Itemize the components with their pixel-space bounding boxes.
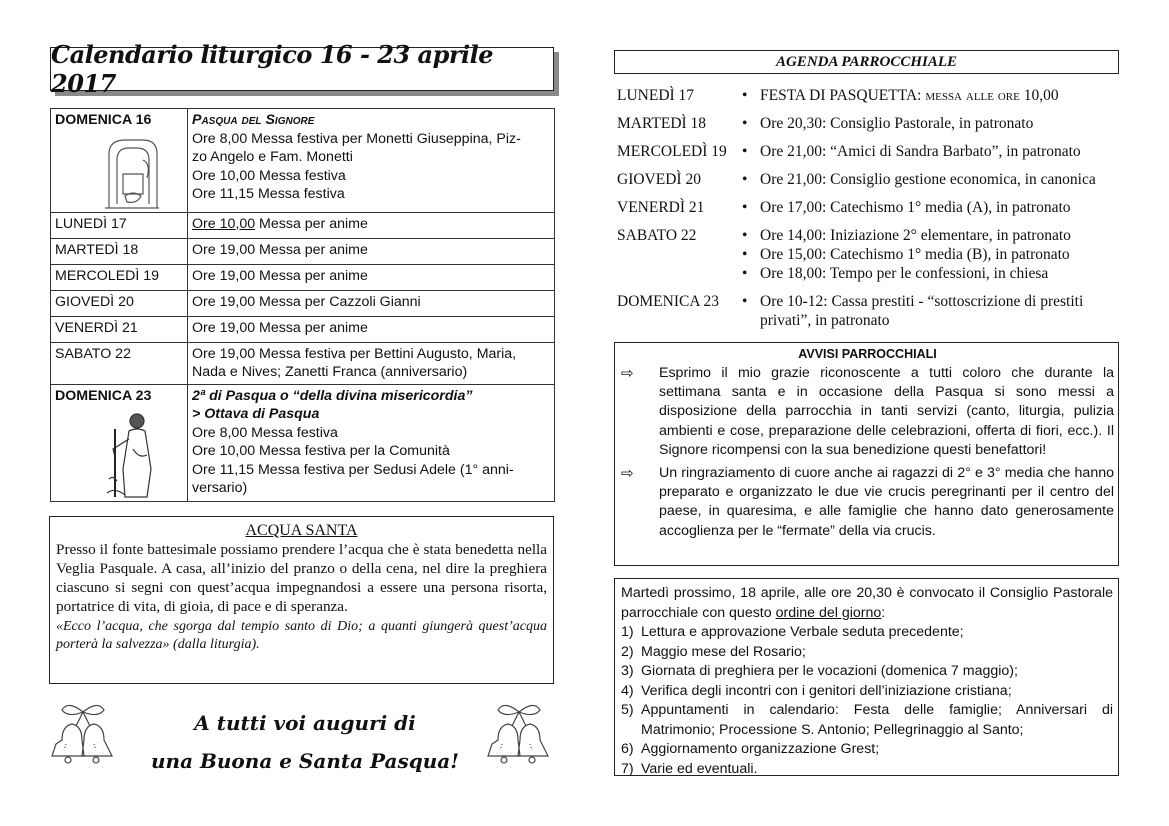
avviso-item <box>621 464 1114 541</box>
easter-greeting <box>150 704 460 780</box>
day-cell <box>51 384 188 502</box>
agenda-row <box>617 226 1119 283</box>
consiglio-intro <box>621 584 1113 623</box>
table-row <box>51 238 555 264</box>
agenda-point-text: Maggio mese del Rosario; <box>641 643 806 660</box>
agenda-item: • Ore 18,00: Tempo per le confessioni, in chiesa <box>739 264 1119 283</box>
day-label: MERCOLEDÌ 19 <box>51 264 188 290</box>
mass-cell <box>188 212 555 238</box>
mass-text: Messa per anime <box>255 215 368 232</box>
mass-line: Ore 8,00 Messa festiva <box>192 424 338 441</box>
mass-line: Ore 11,15 Messa festiva per Sedusi Adele (1° anni- <box>192 461 514 478</box>
agenda-item: • Ore 17,00: Catechismo 1° media (A), in patronato <box>739 198 1119 217</box>
mass-line: versario) <box>192 480 248 496</box>
mass-line: Ore 19,00 Messa festiva per Bettini Augusto, Maria, <box>192 345 517 362</box>
day-label: DOMENICA 16 <box>55 112 152 128</box>
agenda-point-text: Lettura e approvazione Verbale seduta precedente; <box>641 624 964 640</box>
agenda-item: • Ore 21,00: “Amici di Sandra Barbato”, in patronato <box>739 142 1119 161</box>
day-label: GIOVEDÌ 20 <box>51 290 188 316</box>
table-row <box>51 212 555 238</box>
agenda-day: MERCOLEDÌ 19 <box>617 143 727 160</box>
easter-bells-icon <box>48 700 118 774</box>
mass-line: Ore 11,15 Messa festiva <box>192 186 345 202</box>
agenda-point-text: Verifica degli incontri con i genitori dell’iniziazione cristiana; <box>641 682 1012 699</box>
agenda-row <box>617 292 1119 330</box>
agenda-point-text: Varie ed eventuali. <box>641 760 758 777</box>
arrow-right-icon: ⇨ <box>621 365 634 382</box>
agenda-row <box>617 198 1119 217</box>
agenda-day: GIOVEDÌ 20 <box>617 171 701 188</box>
agenda-point-number: 6) <box>621 741 634 757</box>
day-label: MARTEDÌ 18 <box>51 238 188 264</box>
acqua-santa-text: Presso il fonte battesimale possiamo prendere l’acqua che è stata benedetta nella Veglia Pasquale. A casa, all’inizio del pranzo o della cena, nel dire la preghiera ciascuno si segni con quest’acqua impegnandosi a essere una persona risorta, portatrice di vita, di gioia, di pace e di speranza. <box>56 541 547 615</box>
agenda-item: • Ore 21,00: Consiglio gestione economica, in canonica <box>739 170 1119 189</box>
agenda-point <box>621 701 1113 740</box>
mass-time: Ore 10,00 <box>192 215 256 232</box>
table-row <box>51 109 555 213</box>
agenda-point-text: Giornata di preghiera per le vocazioni (domenica 7 maggio); <box>641 663 1018 679</box>
agenda-row <box>617 114 1119 133</box>
mass-cell <box>188 384 555 502</box>
day-label: DOMENICA 23 <box>55 387 152 404</box>
greeting-line: A tutti voi auguri di <box>194 711 416 735</box>
mass-text: Ore 19,00 Messa per anime <box>188 316 555 342</box>
agenda-day: LUNEDÌ 17 <box>617 87 695 104</box>
acqua-santa-title: ACQUA SANTA <box>245 522 358 539</box>
easter-bells-icon <box>484 700 554 774</box>
avviso-item <box>621 364 1114 460</box>
acqua-santa-box <box>49 516 554 684</box>
agenda-point-number: 2) <box>621 643 634 660</box>
ordine-del-giorno-label: ordine del giorno <box>775 604 882 621</box>
avvisi-title: AVVISI PARROCCHIALI <box>798 347 937 361</box>
agenda-row <box>617 86 1119 105</box>
liturgical-calendar-table <box>50 108 555 502</box>
agenda-day: SABATO 22 <box>617 227 697 244</box>
mass-text: Ore 19,00 Messa per anime <box>188 238 555 264</box>
avviso-text: Esprimo il mio grazie riconoscente a tutti coloro che durante la settimana santa e in occasione della Pasqua si sono messi a disposizione della parrocchia in tanti servizi (canto, liturgia, pulizia ambienti e cose, preparazione delle celebrazioni, offerta di fiori, ecc.). Il Signore ricompensi con la sua benedizione questi benefattori! <box>659 365 1114 458</box>
agenda-item <box>739 86 1119 105</box>
agenda-item: • Ore 14,00: Iniziazione 2° elementare, in patronato <box>739 226 1119 245</box>
feast-heading: 2ª di Pasqua o “della divina misericordia” <box>192 387 473 404</box>
agenda-point-text: Aggiornamento organizzazione Grest; <box>641 741 880 757</box>
agenda-day: MARTEDÌ 18 <box>617 115 707 132</box>
agenda-point <box>621 760 1113 780</box>
empty-tomb-icon <box>103 134 161 210</box>
agenda-list <box>617 86 1119 339</box>
agenda-item: • Ore 20,30: Consiglio Pastorale, in patronato <box>739 114 1119 133</box>
agenda-point-number: 7) <box>621 760 634 777</box>
agenda-point-number: 5) <box>621 702 634 718</box>
agenda-point <box>621 662 1113 682</box>
consiglio-intro-text: Martedì prossimo, 18 aprile, alle ore 20,30 è convocato il Consiglio Pastorale parrocchiale con questo <box>621 585 1113 621</box>
day-cell <box>51 109 188 213</box>
agenda-point <box>621 643 1113 663</box>
table-row <box>51 264 555 290</box>
avviso-text: Un ringraziamento di cuore anche ai ragazzi di 2° e 3° media che hanno preparato e organizzato le due vie crucis peregrinanti per il centro del paese, in quaresima, e alle famiglie che hanno dato generosamente accoglienza per le “fermate” della via crucis. <box>659 465 1114 539</box>
mass-line: Nada e Nives; Zanetti Franca (anniversario) <box>192 364 468 380</box>
agenda-point-number: 3) <box>621 663 634 679</box>
day-label: VENERDÌ 21 <box>51 316 188 342</box>
page-title: Calendario liturgico 16 - 23 aprile 2017 <box>50 47 554 91</box>
mass-text: Ore 19,00 Messa per anime <box>188 264 555 290</box>
agenda-row <box>617 170 1119 189</box>
avvisi-box <box>614 342 1119 566</box>
agenda-day: VENERDÌ 21 <box>617 199 705 216</box>
mass-line: Ore 10,00 Messa festiva <box>192 167 346 184</box>
table-row <box>51 342 555 384</box>
agenda-point-number: 4) <box>621 682 634 699</box>
feast-heading: Pasqua del Signore <box>192 112 315 128</box>
table-row <box>51 316 555 342</box>
agenda-item: • Ore 10-12: Cassa prestiti - “sottoscrizione di prestiti privati”, in patronato <box>739 292 1119 330</box>
agenda-point <box>621 682 1113 702</box>
agenda-item: • Ore 15,00: Catechismo 1° media (B), in patronato <box>739 245 1119 264</box>
agenda-point-number: 1) <box>621 624 634 640</box>
agenda-row <box>617 142 1119 161</box>
agenda-point-text: Appuntamenti in calendario: Festa delle famiglie; Anniversari di Matrimonio; Processione S. Antonio; Pellegrinaggio al Santo; <box>641 702 1113 738</box>
day-label: SABATO 22 <box>51 342 188 384</box>
agenda-point <box>621 623 1113 643</box>
agenda-point <box>621 740 1113 760</box>
agenda-title: AGENDA PARROCCHIALE <box>614 50 1119 74</box>
agenda-day: DOMENICA 23 <box>617 293 720 310</box>
day-label: LUNEDÌ 17 <box>51 212 188 238</box>
mass-cell <box>188 109 555 213</box>
consiglio-intro-colon: : <box>881 604 886 621</box>
acqua-santa-quote: «Ecco l’acqua, che sgorga dal tempio santo di Dio; a quanti giungerà quest’acqua porterà la salvezza» (dalla liturgia). <box>56 619 547 652</box>
table-row <box>51 384 555 502</box>
mass-text: Ore 19,00 Messa per Cazzoli Gianni <box>188 290 555 316</box>
feast-subheading: > Ottava di Pasqua <box>192 406 320 422</box>
risen-christ-icon <box>103 409 163 499</box>
mass-line: Ore 8,00 Messa festiva per Monetti Giuseppina, Piz- <box>192 130 521 147</box>
table-row <box>51 290 555 316</box>
consiglio-box <box>614 578 1119 776</box>
agenda-item-text: FESTA DI PASQUETTA: messa alle ore 10,00 <box>760 87 1059 104</box>
mass-line: Ore 10,00 Messa festiva per la Comunità <box>192 443 450 459</box>
greeting-line: una Buona e Santa Pasqua! <box>150 749 460 773</box>
mass-line: zo Angelo e Fam. Monetti <box>192 149 353 165</box>
mass-cell <box>188 342 555 384</box>
arrow-right-icon: ⇨ <box>621 465 634 483</box>
